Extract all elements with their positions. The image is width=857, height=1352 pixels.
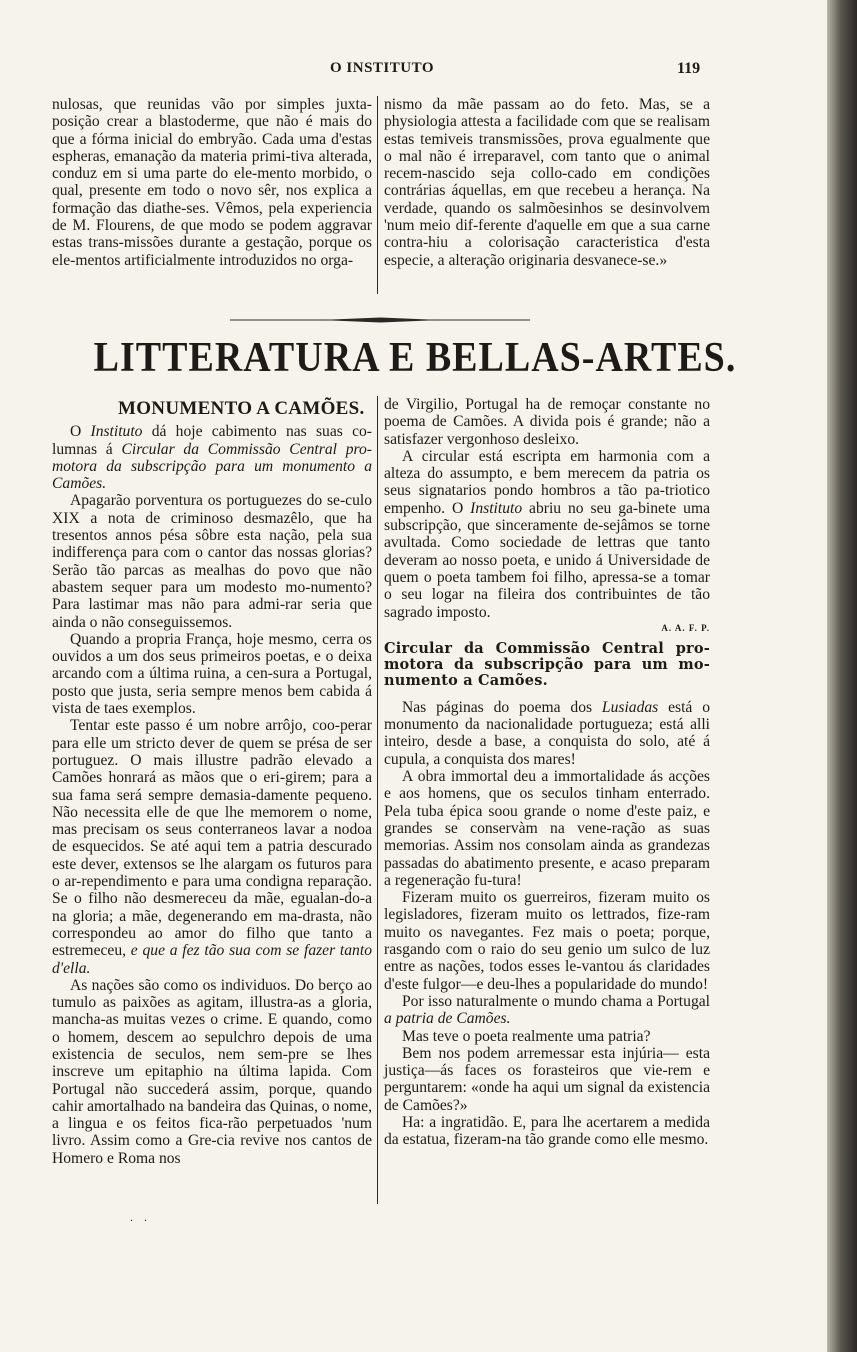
intro-paragraph: O Instituto dá hoje cabimento nas suas co-lumnas á Circular da Commissão Central pro-motora da subscripção para um monumento a Camões.	[52, 423, 372, 493]
paragraph: Tentar este passo é um nobre arrôjo, coo-perar para elle um stricto dever de quem se présa de ser portuguez. O mais illustre padrão elevado a Camões honrará as mãos que o eri-girem; para a sua fama será sempre demasia-damente pequeno. Não necessita elle de que lhe memorem o nome, mas precisam os seus conterraneos lavar a nodoa de esquecidos. Se até aqui tem a patria descurado este dever, extensos se lhe alargam os futuros para o ar-rependimento e para uma condigna reparação. Se o filho não desmereceu da mãe, egualan-do-a na gloria; a mãe, degenerando em ma-drasta, não correspondeu ao amor do filho que tanto a estremeceu, e que a fez tão sua com se fazer tanto d'ella.	[52, 717, 372, 977]
page-number: 119	[677, 60, 701, 77]
running-title: O INSTITUTO	[330, 60, 435, 76]
paragraph: A obra immortal deu a immortalidade ás acções e aos homens, que os seculos tinham enterrado. Pela tuba épica soou grande o nome d'este paiz, e grandes se conservàm na vene-ração as suas memorias. Assim nos consolam ainda as grandezas passadas do abatimento presente, e acaso preparam a regeneração fu-tura!	[384, 768, 710, 889]
paragraph-continued: de Virgilio, Portugal ha de remoçar constante no poema de Camões. A divida pois é grande; não a satisfazer vergonhoso desleixo.	[384, 396, 710, 448]
top-left-column	[52, 96, 372, 269]
article-title: MONUMENTO A CAMÕES.	[118, 398, 365, 419]
paragraph: Fizeram muito os guerreiros, fizeram muito os legisladores, fizeram muito os lettrados, fize-ram muito os navegantes. Fez mais o poeta; porque, rasgando com o raio do seu genio um sulco de luz entre as nações, todos esses le-vantou ás claridades d'este fulgor—e deu-lhes a popularidade do mundo!	[384, 889, 710, 993]
paragraph: Por isso naturalmente o mundo chama a Portugal a patria de Camões.	[384, 992, 710, 1028]
running-head	[0, 60, 857, 84]
top-right-column	[384, 96, 710, 269]
footer-mark: . .	[130, 1210, 151, 1224]
ornamental-rule	[230, 317, 530, 323]
column-rule-top	[377, 96, 378, 294]
continued-paragraph-left: nulosas, que reunidas vão por simples juxta-posição crear a blastoderme, que não é mais do que a fórma inicial do embryão. Cada uma d'estas espheras, emanação da materia primi-tiva alterada, conduz em si uma parte do ele-mento morbido, o qual, presente em todo o novo sêr, nos explica a formação das diathe-ses. Vêmos, pela experiencia de M. Flourens, de que modo se podem aggravar estas trans-missões durante a gestação, porque os ele-mentos artificialmente introduzidos no orga-	[52, 96, 372, 269]
section-title: LITTERATURA E BELLAS-ARTES.	[93, 334, 737, 382]
paragraph: Ha: a ingratidão. E, para lhe acertarem a medida da estatua, fizeram-na tão grande como elle mesmo.	[384, 1113, 710, 1149]
author-signature: A. A. F. P.	[661, 622, 710, 633]
paragraph: Bem nos podem arremessar esta injúria— esta justiça—ás faces os forasteiros que vie-rem e perguntarem: «onde ha aqui um signal da existencia de Camões?»	[384, 1044, 710, 1114]
bottom-left-column	[52, 400, 372, 1167]
column-rule-bottom	[377, 396, 378, 1204]
book-binding-edge	[827, 0, 857, 1352]
continued-paragraph-right: nismo da mãe passam ao do feto. Mas, se a physiologia attesta a facilidade com que se realisam estas temiveis transmissões, prova egualmente que o mal não é irreparavel, com tanto que o animal recem-nascido seja collo-cado em condições contrárias áquellas, em que recebeu a herança. Na verdade, quando os salmõesinhos se desinvolvem 'num meio dif-ferente d'aquelle em que a sua carne contra-hiu a colorisação caracteristica d'esta especie, a alteração originaria desvanece-se.»	[384, 96, 710, 269]
paragraph: Quando a propria França, hoje mesmo, cerra os ouvidos a um dos seus primeiros poetas, e o deixa arcando com a última ruina, a cen-sura a Portugal, posto que justa, seria sempre menos bem cabida á vista de taes exemplos.	[52, 630, 372, 718]
paragraph: A circular está escripta em harmonia com a alteza do assumpto, e bem merecem da patria os seus signatarios pondo hombros a tão pa-triotico empenho. O Instituto abriu no seu ga-binete uma subscripção, que sinceramente de-sejâmos se torne avultada. Como sociedade de lettras que tanto deveram ao nosso poeta, e unido á Universidade de quem o poeta tambem foi filho, apressa-se a tomar o seu logar na fileira dos contribuintes de tão sagrado imposto.	[384, 447, 710, 621]
paragraph: As nações são como os individuos. Do berço ao tumulo as paixões as agitam, illustra-as a gloria, mancha-as muitas vezes o crime. E quando, como o homem, descem ao sepulchro depois de uma existencia de seculos, nem sem-pre se lhes inscreve um epitaphio na última lapida. Com Portugal não succederá assim, porque, quando cahir amortalhado na bandeira das Quinas, o nome, a lingua e os feitos fica-rão perpetuados 'num livro. Assim como a Gre-cia revive nos cantos de Homero e Roma nos	[52, 976, 372, 1167]
paragraph: Mas teve o poeta realmente uma patria?	[402, 1027, 651, 1045]
circular-heading: Circular da Commissão Central pro-motora da subscripção para um mo-numento a Camões.	[384, 639, 710, 689]
paragraph: Apagarão porventura os portuguezes do se-culo XIX a nota de criminoso desmazêlo, que ha tresentos annos pésa sôbre esta nação, pela sua indifferença para com o cantor das nossas glorias? Serão tão parcas as mealhas do povo que não abastem sequer para um modesto mo-numento? Para lastimar mas não para admi-rar seria que ainda o não conseguissemos.	[52, 492, 372, 631]
bottom-right-column	[384, 396, 710, 1149]
paragraph: Nas páginas do poema dos Lusiadas está o monumento da nacionalidade portugueza; está alli inteiro, desde a base, a conquista do solo, até á cupula, a conquista dos mares!	[384, 698, 710, 768]
